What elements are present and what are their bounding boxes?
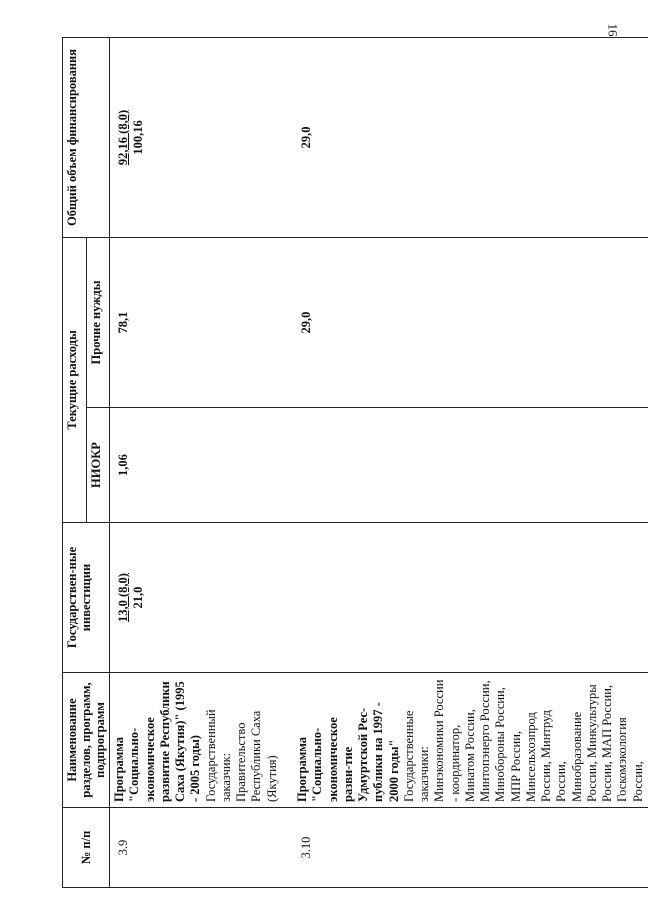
gov-invest-value [110,523,294,673]
total-value [293,37,648,237]
row-name [110,673,294,808]
other-value: 78,1 [110,237,294,407]
total-line2: 100,16 [131,120,145,155]
program-customer: Государственный заказчик: Правительство Республики Саха (Якутия) [203,709,279,802]
program-title: Программа "Социально-экономическое развитие Республики Саха (Якутия)" (1995 - 2005 годы) [112,681,203,802]
total-value [110,37,294,237]
header-gov-invest: Государствен-ные инвестиции [63,523,110,673]
header-niokr: НИОКР [86,408,110,523]
row-name [293,673,648,808]
gov-invest-value [293,523,648,673]
program-title: Программа "Социально-экономическое разви-тие Удмуртской Рес-публики на 1997 - 2000 годы" [295,702,401,802]
row-number: 3.10 [293,808,648,888]
niokr-value [293,408,648,523]
financing-table [62,37,648,888]
program-customer: Государственные заказчики: Минэкономики России - координатор, Минатом России, Минтопэнерго России, Минобороны России, МПР России, Минсельхозпрод России, Минтруд России, Минобразование России, Минкультуры России, МАП России, Госкомэкология России, [401,679,645,802]
table-row [293,37,648,887]
header-num: № п/п [63,808,110,888]
total-line1: 29,0 [299,126,313,149]
header-total: Общий объем финансирования [63,37,110,237]
rotated-table-sheet [62,38,645,888]
gov-invest-line1: 13,0 (8,0) [116,573,130,622]
other-value: 29,0 [293,237,648,407]
page-number: 16 [605,23,621,37]
niokr-value: 1,06 [110,408,294,523]
total-line1: 92,16 (8,0) [116,109,130,166]
table-row [110,37,294,887]
gov-invest-line2: 21,0 [131,586,145,609]
header-name: Наименование разделов, программ, подпрограмм [63,673,110,808]
row-number: 3.9 [110,808,294,888]
header-current-expenses: Текущие расходы [63,237,87,522]
header-other: Прочие нужды [86,237,110,407]
